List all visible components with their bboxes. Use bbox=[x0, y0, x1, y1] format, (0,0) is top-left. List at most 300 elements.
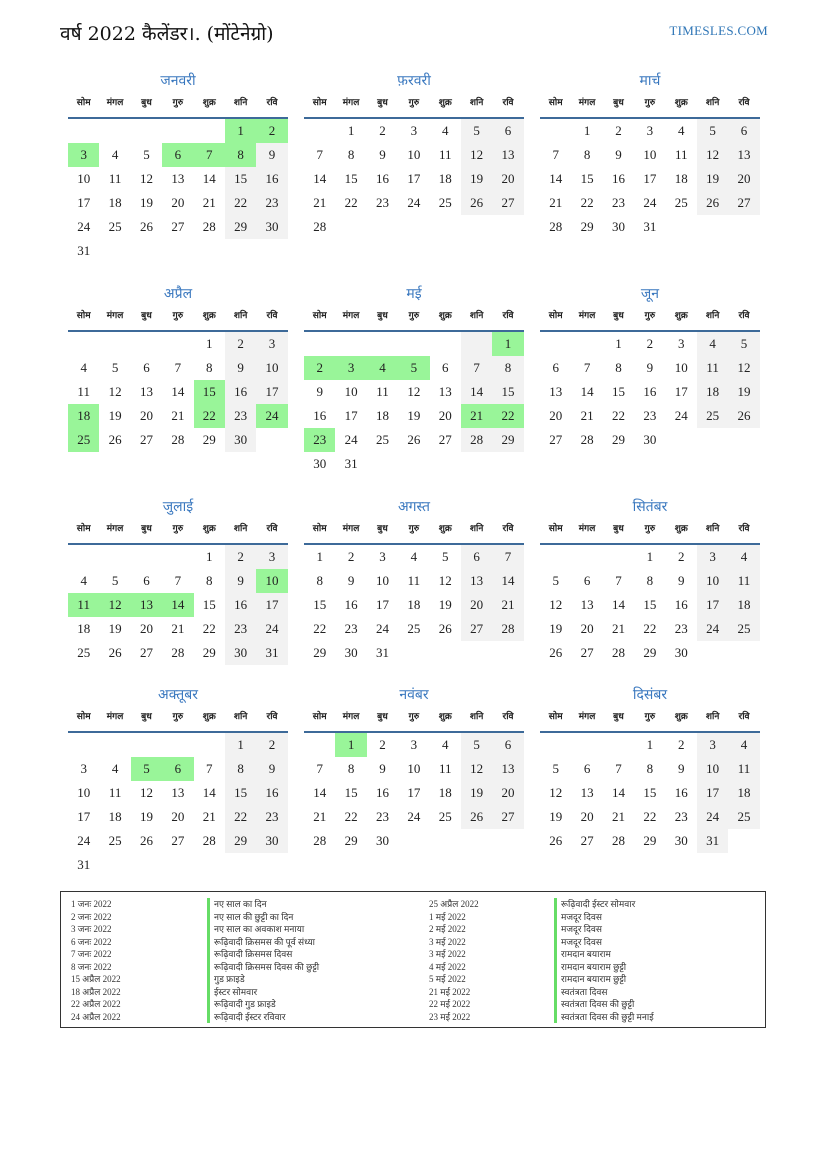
day-cell: 13 bbox=[171, 171, 185, 186]
empty-cell bbox=[131, 332, 162, 356]
day-cell: 8 bbox=[583, 147, 591, 162]
day-cell: 30 bbox=[375, 833, 389, 848]
legend-date: 21 मई 2022 bbox=[429, 986, 471, 997]
day-cell: 30 bbox=[643, 432, 657, 447]
day-cell: 25 bbox=[77, 645, 91, 660]
legend-holiday-name: नए साल का दिन bbox=[207, 898, 417, 911]
day-cell: 21 bbox=[461, 404, 492, 428]
day-cell: 16 bbox=[256, 167, 287, 191]
day-grid bbox=[540, 332, 760, 452]
empty-cell bbox=[492, 829, 523, 853]
empty-cell bbox=[398, 829, 429, 853]
weekday-label: मंगल bbox=[342, 98, 360, 108]
day-cell: 18 bbox=[728, 593, 759, 617]
legend-date: 1 मई 2022 bbox=[429, 911, 466, 922]
weekday-label: गुरु bbox=[408, 98, 420, 108]
day-cell: 2 bbox=[379, 737, 386, 752]
legend-holiday-name: स्वतंत्रता दिवस bbox=[554, 986, 759, 999]
day-cell: 1 bbox=[225, 119, 256, 143]
day-cell: 6 bbox=[492, 119, 523, 143]
day-cell: 11 bbox=[407, 573, 421, 588]
day-cell: 27 bbox=[492, 191, 523, 215]
month-name: फ़रवरी bbox=[397, 73, 431, 89]
day-cell: 8 bbox=[316, 573, 323, 588]
day-cell: 22 bbox=[492, 404, 523, 428]
day-cell: 26 bbox=[407, 432, 421, 447]
day-cell: 7 bbox=[174, 360, 182, 375]
legend-holiday-name: रूढ़िवादी गुड फ्राइडे bbox=[207, 998, 417, 1011]
day-cell: 20 bbox=[580, 621, 594, 636]
weekday-label: बुध bbox=[613, 712, 624, 722]
day-cell: 12 bbox=[438, 573, 452, 588]
empty-cell bbox=[540, 332, 571, 356]
day-cell: 18 bbox=[375, 408, 389, 423]
month-name: नवंबर bbox=[399, 687, 429, 703]
day-cell: 24 bbox=[697, 805, 728, 829]
day-cell: 17 bbox=[407, 785, 421, 800]
day-grid bbox=[68, 119, 288, 263]
day-cell: 18 bbox=[674, 171, 688, 186]
weekday-label: मंगल bbox=[578, 712, 596, 722]
day-cell: 13 bbox=[580, 785, 594, 800]
day-cell: 12 bbox=[99, 593, 130, 617]
weekday-label: शनि bbox=[705, 524, 720, 534]
day-cell: 29 bbox=[313, 645, 327, 660]
day-cell: 8 bbox=[646, 573, 654, 588]
empty-cell bbox=[131, 119, 162, 143]
day-cell: 29 bbox=[202, 432, 216, 447]
day-cell: 31 bbox=[375, 645, 389, 660]
empty-cell bbox=[162, 332, 193, 356]
legend-date: 7 जनः 2022 bbox=[71, 949, 112, 959]
day-cell: 26 bbox=[728, 404, 759, 428]
empty-cell bbox=[461, 332, 492, 356]
day-cell: 23 bbox=[674, 809, 688, 824]
day-cell: 25 bbox=[108, 833, 122, 848]
day-grid bbox=[304, 119, 524, 239]
day-cell: 28 bbox=[171, 432, 185, 447]
day-cell: 30 bbox=[225, 641, 256, 665]
legend-date: 8 जनः 2022 bbox=[71, 961, 112, 972]
day-cell: 15 bbox=[611, 384, 625, 399]
legend-holiday-row bbox=[554, 948, 759, 961]
legend-holiday-name: रामदान बयाराम छुट्टी bbox=[554, 973, 759, 986]
day-cell: 25 bbox=[108, 219, 122, 234]
day-cell: 15 bbox=[313, 597, 327, 612]
weekday-label: बुध bbox=[141, 98, 152, 108]
day-cell: 31 bbox=[643, 219, 657, 234]
day-cell: 26 bbox=[108, 645, 122, 660]
day-cell: 29 bbox=[580, 219, 594, 234]
day-cell: 3 bbox=[646, 123, 654, 138]
day-cell: 12 bbox=[139, 171, 153, 186]
day-cell: 20 bbox=[580, 809, 594, 824]
day-cell: 21 bbox=[171, 621, 185, 636]
day-cell: 9 bbox=[678, 761, 685, 776]
day-grid bbox=[68, 332, 288, 452]
day-cell: 26 bbox=[549, 833, 563, 848]
day-cell: 24 bbox=[344, 432, 358, 447]
month-name: जनवरी bbox=[160, 73, 196, 89]
day-cell: 19 bbox=[728, 380, 759, 404]
legend-holiday-row bbox=[207, 923, 417, 936]
day-cell: 29 bbox=[202, 645, 216, 660]
day-cell: 22 bbox=[194, 404, 225, 428]
legend-holiday-name: मजदूर दिवस bbox=[554, 936, 759, 949]
day-cell: 6 bbox=[461, 545, 492, 569]
day-cell: 21 bbox=[171, 408, 185, 423]
day-cell: 16 bbox=[611, 171, 625, 186]
empty-cell bbox=[99, 733, 130, 757]
day-cell: 19 bbox=[461, 781, 492, 805]
legend-date: 24 अप्रैल 2022 bbox=[71, 1011, 121, 1022]
legend-holiday-name: स्वतंत्रता दिवस की छुट्टी bbox=[554, 998, 759, 1011]
day-cell: 21 bbox=[611, 809, 625, 824]
empty-cell bbox=[304, 733, 335, 757]
day-cell: 5 bbox=[697, 119, 728, 143]
day-cell: 4 bbox=[442, 123, 449, 138]
month-calendar bbox=[540, 495, 760, 665]
weekday-label: शुक्र bbox=[674, 98, 688, 108]
day-cell: 3 bbox=[335, 356, 366, 380]
day-cell: 6 bbox=[162, 143, 193, 167]
weekday-header bbox=[68, 519, 288, 545]
weekday-label: गुरु bbox=[644, 712, 656, 722]
day-cell: 23 bbox=[643, 408, 657, 423]
legend-holiday-row bbox=[207, 898, 417, 911]
day-cell: 2 bbox=[347, 549, 355, 564]
empty-cell bbox=[728, 215, 759, 239]
legend-holiday-name: रामदान बयाराम bbox=[554, 948, 759, 961]
legend-date: 23 मई 2022 bbox=[429, 1011, 471, 1022]
weekday-label: मंगल bbox=[106, 98, 124, 108]
day-cell: 9 bbox=[379, 761, 386, 776]
day-cell: 15 bbox=[643, 597, 657, 612]
day-cell: 9 bbox=[225, 356, 256, 380]
day-cell: 25 bbox=[728, 805, 759, 829]
day-cell: 15 bbox=[344, 171, 358, 186]
day-cell: 16 bbox=[375, 171, 389, 186]
day-cell: 12 bbox=[461, 143, 492, 167]
day-cell: 23 bbox=[256, 191, 287, 215]
day-cell: 26 bbox=[438, 621, 452, 636]
day-cell: 22 bbox=[611, 408, 625, 423]
day-cell: 20 bbox=[492, 781, 523, 805]
day-cell: 25 bbox=[438, 195, 452, 210]
day-cell: 10 bbox=[344, 384, 358, 399]
day-cell: 5 bbox=[111, 360, 119, 375]
day-cell: 19 bbox=[549, 621, 563, 636]
empty-cell bbox=[398, 215, 429, 239]
weekday-label: शनि bbox=[233, 98, 248, 108]
day-cell: 10 bbox=[697, 569, 728, 593]
day-cell: 7 bbox=[615, 573, 622, 588]
weekday-label: गुरु bbox=[172, 712, 184, 722]
day-cell: 6 bbox=[728, 119, 759, 143]
day-cell: 21 bbox=[202, 195, 216, 210]
day-cell: 27 bbox=[438, 432, 452, 447]
empty-cell bbox=[461, 829, 492, 853]
empty-cell bbox=[603, 733, 634, 757]
legend-date: 2 जनः 2022 bbox=[71, 911, 112, 922]
legend-holiday-row bbox=[554, 936, 759, 949]
empty-cell bbox=[225, 239, 256, 263]
day-cell: 22 bbox=[643, 809, 657, 824]
day-cell: 3 bbox=[256, 545, 287, 569]
day-cell: 23 bbox=[225, 404, 256, 428]
holiday-legend bbox=[60, 891, 766, 1028]
weekday-label: रवि bbox=[266, 524, 278, 534]
month-calendar bbox=[304, 69, 524, 239]
day-cell: 13 bbox=[492, 143, 523, 167]
day-cell: 20 bbox=[461, 593, 492, 617]
day-grid bbox=[540, 119, 760, 239]
weekday-label: सोम bbox=[312, 98, 327, 108]
day-cell: 18 bbox=[108, 195, 122, 210]
month-name: दिसंबर bbox=[632, 687, 668, 703]
empty-cell bbox=[256, 239, 287, 263]
day-cell: 2 bbox=[615, 123, 622, 138]
day-cell: 21 bbox=[611, 621, 625, 636]
day-cell: 6 bbox=[552, 360, 559, 375]
month-calendar bbox=[304, 683, 524, 853]
day-cell: 22 bbox=[225, 191, 256, 215]
weekday-header bbox=[304, 93, 524, 119]
day-cell: 18 bbox=[728, 781, 759, 805]
day-cell: 17 bbox=[407, 171, 421, 186]
day-cell: 22 bbox=[313, 621, 327, 636]
month-calendar bbox=[540, 69, 760, 239]
weekday-label: रवि bbox=[266, 98, 278, 108]
day-cell: 4 bbox=[678, 123, 685, 138]
day-cell: 20 bbox=[549, 408, 563, 423]
day-cell: 19 bbox=[549, 809, 563, 824]
month-calendar bbox=[304, 495, 524, 665]
day-cell: 29 bbox=[643, 645, 657, 660]
day-cell: 23 bbox=[375, 809, 389, 824]
day-cell: 15 bbox=[344, 785, 358, 800]
empty-cell bbox=[131, 733, 162, 757]
weekday-label: शुक्र bbox=[438, 311, 452, 321]
day-cell: 29 bbox=[225, 829, 256, 853]
empty-cell bbox=[194, 853, 225, 877]
empty-cell bbox=[194, 119, 225, 143]
empty-cell bbox=[99, 332, 130, 356]
weekday-label: रवि bbox=[738, 311, 750, 321]
day-cell: 17 bbox=[375, 597, 389, 612]
legend-holiday-row bbox=[554, 998, 759, 1011]
day-cell: 15 bbox=[225, 167, 256, 191]
day-cell: 29 bbox=[643, 833, 657, 848]
day-cell: 6 bbox=[583, 761, 591, 776]
month-calendar bbox=[68, 495, 288, 665]
legend-holiday-name: मजदूर दिवस bbox=[554, 911, 759, 924]
day-cell: 18 bbox=[407, 597, 421, 612]
empty-cell bbox=[225, 853, 256, 877]
day-cell: 10 bbox=[256, 356, 287, 380]
legend-holiday-row bbox=[207, 961, 417, 974]
day-cell: 6 bbox=[143, 360, 150, 375]
day-cell: 7 bbox=[206, 761, 213, 776]
day-cell: 11 bbox=[68, 593, 99, 617]
legend-holiday-name: रूढ़िवादी क्रिसमस की पूर्व संध्या bbox=[207, 936, 417, 949]
weekday-label: शुक्र bbox=[674, 524, 688, 534]
weekday-label: सोम bbox=[76, 712, 91, 722]
day-cell: 5 bbox=[398, 356, 429, 380]
day-cell: 11 bbox=[108, 785, 122, 800]
legend-holiday-row bbox=[554, 911, 759, 924]
day-cell: 18 bbox=[68, 404, 99, 428]
day-cell: 12 bbox=[728, 356, 759, 380]
month-name: अक्तूबर bbox=[158, 687, 198, 703]
day-cell: 20 bbox=[139, 408, 153, 423]
weekday-label: बुध bbox=[141, 311, 152, 321]
legend-date: 3 मई 2022 bbox=[429, 936, 466, 947]
day-cell: 9 bbox=[225, 569, 256, 593]
empty-cell bbox=[131, 853, 162, 877]
legend-date: 3 मई 2022 bbox=[429, 949, 466, 959]
legend-date: 6 जनः 2022 bbox=[71, 936, 112, 947]
day-cell: 30 bbox=[313, 456, 327, 471]
day-cell: 29 bbox=[492, 428, 523, 452]
day-cell: 14 bbox=[611, 597, 625, 612]
weekday-label: मंगल bbox=[342, 524, 360, 534]
day-grid bbox=[68, 545, 288, 665]
legend-holiday-row bbox=[207, 911, 417, 924]
day-cell: 10 bbox=[256, 569, 287, 593]
day-cell: 28 bbox=[461, 428, 492, 452]
weekday-label: शनि bbox=[705, 98, 720, 108]
weekday-label: शुक्र bbox=[438, 524, 452, 534]
legend-holiday-row bbox=[554, 923, 759, 936]
day-cell: 11 bbox=[697, 356, 728, 380]
legend-holiday-name: नए साल का अवकाश मनाया bbox=[207, 923, 417, 936]
day-cell: 13 bbox=[438, 384, 452, 399]
weekday-header bbox=[540, 93, 760, 119]
weekday-label: गुरु bbox=[644, 524, 656, 534]
empty-cell bbox=[697, 215, 728, 239]
weekday-label: मंगल bbox=[578, 311, 596, 321]
legend-holiday-name: गुड फ्राइडे bbox=[207, 973, 417, 986]
day-cell: 10 bbox=[77, 785, 91, 800]
day-cell: 25 bbox=[375, 432, 389, 447]
day-cell: 3 bbox=[256, 332, 287, 356]
day-grid bbox=[540, 733, 760, 853]
day-cell: 7 bbox=[583, 360, 591, 375]
weekday-header bbox=[68, 306, 288, 332]
day-cell: 27 bbox=[171, 219, 185, 234]
day-cell: 26 bbox=[461, 191, 492, 215]
day-cell: 22 bbox=[580, 195, 594, 210]
day-cell: 8 bbox=[347, 147, 355, 162]
day-cell: 19 bbox=[461, 167, 492, 191]
day-cell: 4 bbox=[728, 733, 759, 757]
day-cell: 16 bbox=[313, 408, 327, 423]
day-cell: 28 bbox=[313, 833, 327, 848]
day-cell: 10 bbox=[697, 757, 728, 781]
day-cell: 31 bbox=[77, 857, 91, 872]
month-calendar bbox=[540, 683, 760, 853]
empty-cell bbox=[194, 733, 225, 757]
day-cell: 27 bbox=[728, 191, 759, 215]
day-cell: 15 bbox=[580, 171, 594, 186]
day-cell: 12 bbox=[139, 785, 153, 800]
day-cell: 13 bbox=[461, 569, 492, 593]
day-cell: 10 bbox=[674, 360, 688, 375]
weekday-label: रवि bbox=[738, 524, 750, 534]
day-cell: 18 bbox=[438, 171, 452, 186]
day-cell: 22 bbox=[344, 195, 358, 210]
day-cell: 1 bbox=[335, 733, 366, 757]
day-cell: 7 bbox=[316, 147, 323, 162]
day-cell: 19 bbox=[139, 809, 153, 824]
day-cell: 18 bbox=[438, 785, 452, 800]
brand-link[interactable]: TIMESLES.COM bbox=[669, 23, 768, 38]
day-cell: 30 bbox=[225, 428, 256, 452]
day-grid bbox=[304, 332, 524, 476]
day-cell: 28 bbox=[171, 645, 185, 660]
empty-cell bbox=[68, 332, 99, 356]
day-cell: 14 bbox=[549, 171, 563, 186]
day-cell: 17 bbox=[674, 384, 688, 399]
day-cell: 17 bbox=[77, 809, 91, 824]
day-cell: 4 bbox=[367, 356, 398, 380]
day-cell: 13 bbox=[728, 143, 759, 167]
day-cell: 26 bbox=[461, 805, 492, 829]
weekday-label: सोम bbox=[548, 712, 563, 722]
day-cell: 11 bbox=[728, 757, 759, 781]
empty-cell bbox=[430, 332, 461, 356]
page-title: वर्ष 2022 कैलेंडर।. (मोंटेनेग्रो) bbox=[60, 23, 274, 45]
day-cell: 6 bbox=[492, 733, 523, 757]
day-cell: 22 bbox=[202, 621, 216, 636]
empty-cell bbox=[461, 452, 492, 476]
weekday-header bbox=[540, 707, 760, 733]
day-cell: 7 bbox=[194, 143, 225, 167]
legend-date: 22 अप्रैल 2022 bbox=[71, 999, 121, 1009]
empty-cell bbox=[728, 428, 759, 452]
empty-cell bbox=[99, 119, 130, 143]
month-name: मार्च bbox=[639, 73, 661, 89]
weekday-label: बुध bbox=[377, 98, 388, 108]
empty-cell bbox=[194, 239, 225, 263]
empty-cell bbox=[540, 733, 571, 757]
day-cell: 31 bbox=[77, 243, 91, 258]
day-cell: 26 bbox=[139, 219, 153, 234]
day-cell: 28 bbox=[580, 432, 594, 447]
day-cell: 19 bbox=[108, 621, 122, 636]
day-cell: 8 bbox=[225, 143, 256, 167]
day-cell: 23 bbox=[674, 621, 688, 636]
day-cell: 21 bbox=[313, 809, 327, 824]
empty-cell bbox=[728, 829, 759, 853]
weekday-label: गुरु bbox=[172, 98, 184, 108]
day-cell: 9 bbox=[347, 573, 355, 588]
weekday-label: गुरु bbox=[408, 712, 420, 722]
weekday-label: गुरु bbox=[644, 98, 656, 108]
day-cell: 12 bbox=[461, 757, 492, 781]
day-cell: 10 bbox=[77, 171, 91, 186]
weekday-label: सोम bbox=[76, 98, 91, 108]
day-cell: 9 bbox=[256, 143, 287, 167]
empty-cell bbox=[162, 239, 193, 263]
day-cell: 2 bbox=[225, 332, 256, 356]
day-cell: 12 bbox=[407, 384, 421, 399]
day-cell: 25 bbox=[407, 621, 421, 636]
day-cell: 17 bbox=[643, 171, 657, 186]
legend-holiday-row bbox=[207, 1011, 417, 1024]
day-cell: 13 bbox=[492, 757, 523, 781]
